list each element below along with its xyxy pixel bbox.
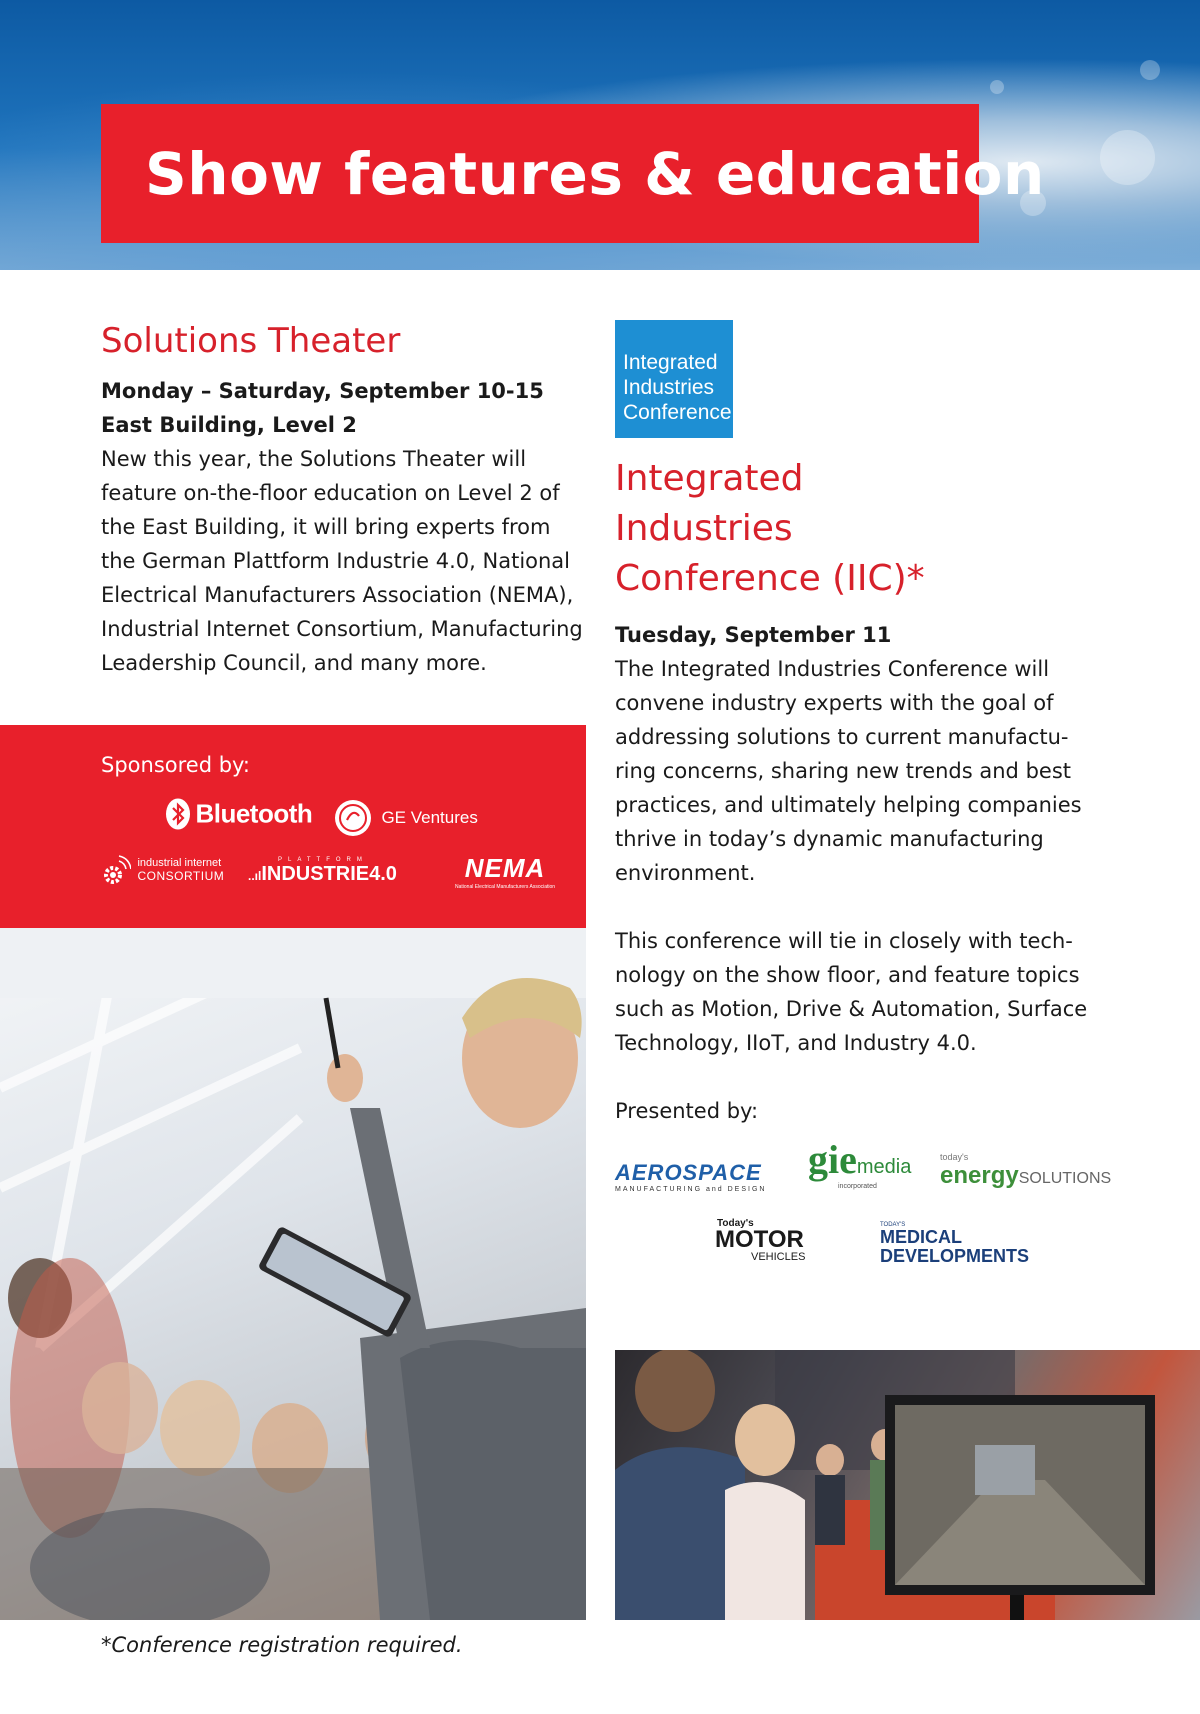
motor-vehicles-logo xyxy=(715,1218,805,1263)
iic-heading-line: Conference (IIC)* xyxy=(615,558,925,599)
bokeh-decoration xyxy=(1100,130,1155,185)
energy-solutions-logo xyxy=(940,1152,1111,1190)
gear-icon xyxy=(101,853,131,887)
text-line: addressing solutions to current manufactu- xyxy=(615,725,1069,749)
text-line: Electrical Manufacturers Association (NEMA), xyxy=(101,583,574,607)
solutions-location: East Building, Level 2 xyxy=(101,413,357,437)
gie-text: gie xyxy=(808,1137,857,1182)
badge-line: Industries xyxy=(623,376,715,399)
gie-media-text: media xyxy=(856,1156,912,1178)
iic-heading-line: Industries xyxy=(615,508,793,549)
bokeh-decoration xyxy=(990,80,1004,94)
gie-media-logo xyxy=(808,1136,911,1190)
aerospace-subtext: MANUFACTURING and DESIGN xyxy=(615,1186,767,1193)
badge-line: Integrated xyxy=(623,351,718,374)
text-line: Technology, IIoT, and Industry 4.0. xyxy=(615,1031,977,1055)
motor-text: MOTOR xyxy=(715,1226,804,1253)
iic-logo-line1: industrial internet xyxy=(137,857,222,869)
text-line: nology on the show floor, and feature topics xyxy=(615,963,1080,987)
text-line: practices, and ultimately helping companies xyxy=(615,793,1082,817)
plattform-label: PLATTFORM xyxy=(278,857,368,863)
signal-bars-icon: ..ıl xyxy=(248,869,262,883)
medical-small-text: TODAY'S xyxy=(880,1222,906,1228)
presenter-photo xyxy=(0,928,586,1620)
title-bar xyxy=(101,104,1045,243)
industrial-internet-consortium-logo xyxy=(101,853,224,887)
gie-subtext: incorporated xyxy=(838,1183,877,1190)
ge-monogram-icon xyxy=(333,798,373,838)
energy-small-text: today's xyxy=(940,1152,969,1162)
presented-by-label: Presented by: xyxy=(615,1099,759,1123)
solutions-dates: Monday – Saturday, September 10-15 xyxy=(101,379,544,403)
iic-section xyxy=(615,320,1095,1128)
text-line: The Integrated Industries Conference will xyxy=(615,657,1050,681)
trade-show-photo xyxy=(615,1350,1200,1620)
medical-text: MEDICAL xyxy=(880,1227,962,1247)
iic-heading xyxy=(615,454,1095,604)
sponsored-by-label: Sponsored by: xyxy=(101,753,251,777)
footnote: *Conference registration required. xyxy=(101,1633,463,1657)
presenter-photo-illustration xyxy=(0,928,586,1620)
bokeh-decoration xyxy=(1140,60,1160,80)
text-line: convene industry experts with the goal of xyxy=(615,691,1054,715)
iic-heading-line: Integrated xyxy=(615,458,804,499)
medical-developments-logo xyxy=(880,1222,1029,1266)
aerospace-text: AEROSPACE xyxy=(615,1160,762,1185)
header-banner xyxy=(0,0,1200,270)
solutions-theater-heading: Solutions Theater xyxy=(101,321,401,361)
badge-line: Conference xyxy=(623,401,732,424)
nema-subtext: National Electrical Manufacturers Association xyxy=(455,884,556,890)
nema-text: NEMA xyxy=(464,853,546,883)
text-line: environment. xyxy=(615,861,756,885)
solutions-theater-section xyxy=(101,318,591,680)
presenter-logos xyxy=(615,1130,1115,1280)
iic-badge-logo xyxy=(615,320,733,438)
solutions-theater-text xyxy=(101,374,591,680)
text-line: the East Building, it will bring experts from xyxy=(101,515,551,539)
text-line: thrive in today’s dynamic manufacturing xyxy=(615,827,1044,851)
text-line: New this year, the Solutions Theater will xyxy=(101,447,527,471)
motor-subtext: VEHICLES xyxy=(751,1251,806,1263)
bluetooth-logo xyxy=(165,798,312,830)
bluetooth-text: Bluetooth xyxy=(195,798,313,829)
ge-ventures-logo xyxy=(333,798,478,838)
nema-logo xyxy=(455,853,555,890)
energy-suffix-text: SOLUTIONS xyxy=(1018,1170,1112,1187)
text-line: feature on-the-floor education on Level 2 of xyxy=(101,481,560,505)
developments-text: DEVELOPMENTS xyxy=(880,1246,1030,1266)
trade-show-photo-illustration xyxy=(615,1350,1200,1620)
text-line: Leadership Council, and many more. xyxy=(101,651,487,675)
text-line: ring concerns, sharing new trends and best xyxy=(615,759,1071,783)
iic-date: Tuesday, September 11 xyxy=(615,623,892,647)
text-line: the German Plattform Industrie 4.0, National xyxy=(101,549,571,573)
industrie-text: INDUSTRIE4.0 xyxy=(261,863,397,885)
ge-ventures-text: GE Ventures xyxy=(381,808,478,827)
sponsor-panel xyxy=(0,725,586,928)
aerospace-logo xyxy=(615,1160,766,1193)
page-title: Show features & education xyxy=(145,139,1045,208)
bluetooth-icon xyxy=(165,798,191,830)
text-line: such as Motion, Drive & Automation, Surface xyxy=(615,997,1088,1021)
motor-small-text: Today's xyxy=(717,1218,754,1229)
energy-text: energy xyxy=(940,1162,1019,1189)
text-line: This conference will tie in closely with tech- xyxy=(615,929,1073,953)
iic-text xyxy=(615,618,1095,1128)
text-line: Industrial Internet Consortium, Manufacturing xyxy=(101,617,583,641)
iic-logo-line2: CONSORTIUM xyxy=(137,869,225,883)
plattform-industrie-logo xyxy=(248,857,397,886)
